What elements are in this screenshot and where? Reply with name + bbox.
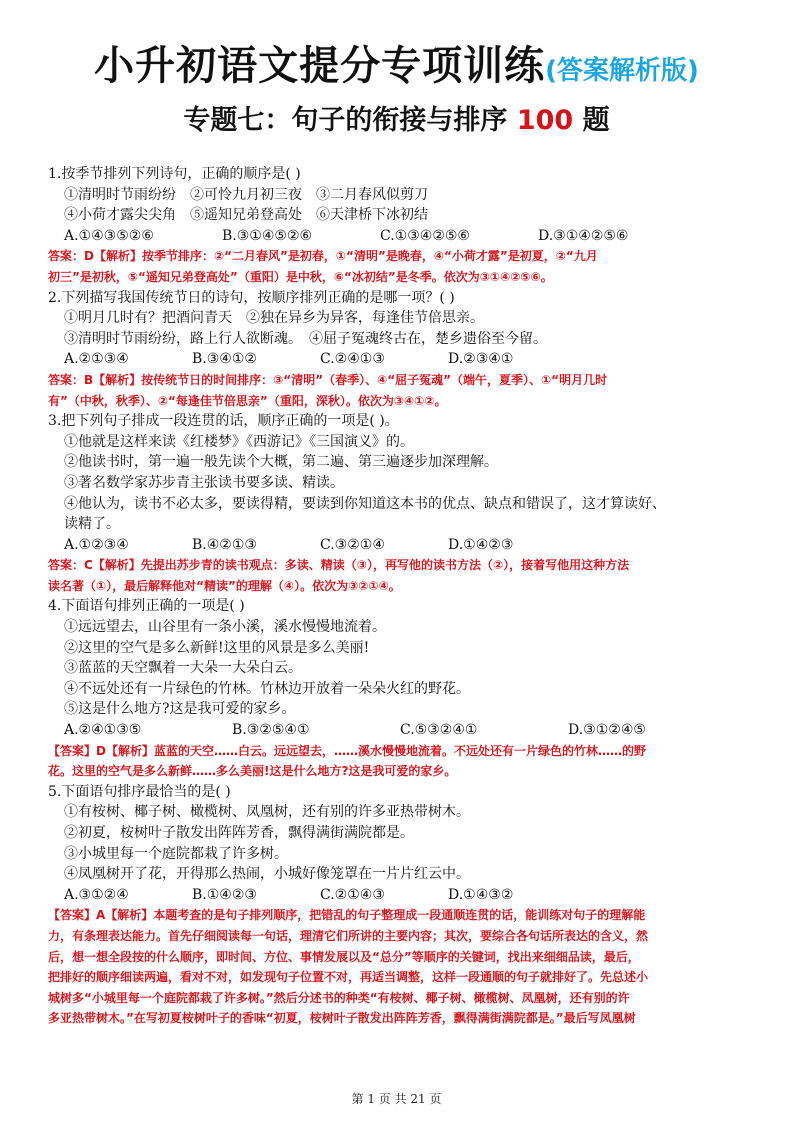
option-b: B.③①④⑤②⑥ [222,227,313,244]
question-item: ④凤凰树开了花，开得那么热闹，小城好像笼罩在一片片红云中。 [64,866,470,883]
question-item: ①远远望去，山谷里有一条小溪，溪水慢慢地流着。 [64,619,386,636]
answer-line: 多亚热带树木。”在写初夏桉树叶子的香味“初夏，桉树叶子散发出阵阵芳香，飘得满街满院都是。”最后写凤凰树 [48,1011,636,1026]
question-item: ①有桉树、椰子树、橄榄树、凤凰树，还有别的许多亚热带树木。 [64,804,470,821]
option-d: D.②③④① [448,351,514,368]
question-item: ①明月几时有？把酒问青天 ②独在异乡为异客，每逢佳节倍思亲。 [64,310,484,327]
option-c: C.②④①③ [320,351,385,368]
question-item: ③清明时节雨纷纷，路上行人欲断魂。 ④屈子冤魂终古在，楚乡遗俗至今留。 [64,330,547,347]
option-c: C.⑤③②④① [400,722,478,739]
subtitle-count: 100 [516,105,574,136]
answer-line: 花。这里的空气是多么新鲜……多么美丽!这是什么地方?这是我可爱的家乡。 [48,764,457,779]
question-item: ③小城里每一个庭院都栽了许多树。 [64,845,288,862]
question-item: 读精了。 [64,516,120,533]
option-row [48,535,748,556]
answer-line: 有”（中秋，秋季）、②“每逢佳节倍思亲”（重阳，深秋）。依次为③④①②。 [48,393,447,408]
option-d: D.①④③② [448,886,514,903]
question-block [48,288,748,412]
option-b: B.③②⑤④① [232,722,310,739]
question-stem: 4.下面语句排列正确的一项是( ) [48,598,245,615]
question-block [48,782,748,1029]
question-item: ②初夏，桉树叶子散发出阵阵芳香，飘得满街满院都是。 [64,825,414,841]
answer-explanation [48,246,748,287]
answer-line: 后，想一想全段按的什么顺序，即时间、方位、事情发展以及“总分”等顺序的关键词，找出来细细品读，最后， [48,949,640,964]
option-a: A.②①③④ [64,351,129,368]
answer-line: 答案：C【解析】先提出苏步青的读书观点：多读、精读（③），再写他的读书方法（②），接着写他用这种方法 [48,558,630,573]
question-stem: 5.下面语句排序最恰当的是( ) [48,783,231,800]
question-item: ②他读书时，第一遍一般先读个大概，第二遍、第三遍逐步加深理解。 [64,454,498,471]
option-a: A.①②③④ [64,536,129,553]
answer-explanation [48,370,748,411]
question-item: ③著名数学家苏步青主张读书要多读、精读。 [64,474,344,491]
title-text: 小升初语文提分专项训练 [94,43,546,89]
answer-line: 答案：D【解析】按季节排序：②“二月春风”是初春，①“清明”是晚春，④“小荷才露”是初夏，②“九月 [48,249,598,264]
option-b: B.④②①③ [192,536,257,553]
answer-line: 初三”是初秋，⑤“遥知兄弟登高处”（重阳）是中秋，⑥“冰初结”是冬季。依次为③①④②⑤⑥。 [48,269,553,284]
answer-explanation [48,905,748,1029]
option-b: B.①④②③ [192,886,257,903]
answer-line: 【答案】A【解析】本题考查的是句子排列顺序，把错乱的句子整理成一段通顺连贯的话，能训练对句子的理解能 [48,908,646,923]
option-c: C.③②①④ [320,536,385,553]
subtitle [0,101,793,141]
question-item: ③蓝蓝的天空飘着一大朵一大朵白云。 [64,660,302,677]
answer-line: 【答案】D【解析】蓝蓝的天空……白云。远远望去，……溪水慢慢地流着。不远处还有一片绿色的竹林……的野 [48,743,646,758]
page-header [0,40,793,141]
question-item: ④小荷才露尖尖角 ⑤遥知兄弟登高处 ⑥天津桥下冰初结 [64,207,428,224]
answer-explanation [48,741,748,782]
question-item: ④不远处还有一片绿色的竹林。竹林边开放着一朵朵火红的野花。 [64,680,470,697]
option-a: A.②④①③⑤ [64,722,142,739]
answer-line: 答案：B【解析】按传统节日的时间排序：③“清明”（春季）、④“屈子冤魂”（端午，夏季）、①“明月几时 [48,372,608,387]
question-stem: 1.按季节排列下列诗句，正确的顺序是( ) [48,166,301,182]
option-row [48,720,748,741]
answer-line: 城树多“小城里每一个庭院都栽了许多树。”然后分述书的种类“有桉树、椰子树、橄榄树、凤凰树，还有别的许 [48,990,630,1005]
question-item: ②这里的空气是多么新鲜!这里的风景是多么美丽! [64,639,370,656]
answer-line: 把排好的顺序细读两遍，看对不对，如发现句子位置不对，再适当调整，这样一段通顺的句子就排好了。先总述小 [48,970,649,985]
option-b: B.③④①② [192,351,257,368]
question-list [48,164,748,1029]
option-row [48,226,748,247]
question-block [48,411,748,596]
option-c: C.②①④③ [320,886,385,903]
question-item: ④他认为，读书不必太多，要读得精，要读到你知道这本书的优点、缺点和错误了，这才算读好、 [64,495,666,512]
option-d: D.③①②④⑤ [568,722,646,739]
option-d: D.③①④②⑤⑥ [538,227,629,244]
question-item: ①他就是这样来读《红楼梦》《西游记》《三国演义》的。 [64,433,414,450]
page-footer: 第 1 页 共 21 页 [351,1092,442,1106]
option-c: C.①③④②⑤⑥ [380,227,470,244]
option-a: A.③①②④ [64,886,129,903]
answer-explanation [48,555,748,596]
option-d: D.①④②③ [448,536,514,553]
main-title [0,40,793,97]
answer-line: 读名著（①），最后解释他对“精读”的理解（④）。依次为③②①④。 [48,578,401,593]
answer-line: 力，有条理表达能力。首先仔细阅读每一句话，理清它们所讲的主要内容；其次，要综合各句话所表达的含义，然 [48,928,649,943]
option-row [48,349,748,370]
question-item: ⑤这是什么地方?这是我可爱的家乡。 [64,701,296,718]
question-block [48,596,748,781]
question-block [48,164,748,288]
option-a: A.①④③⑤②⑥ [64,227,154,244]
question-item: ①清明时节雨纷纷 ②可怜九月初三夜 ③二月春风似剪刀 [64,186,428,203]
question-stem: 3.把下列句子排成一段连贯的话，顺序正确的一项是( )。 [48,413,399,430]
question-stem: 2.下列描写我国传统节日的诗句，按顺序排列正确的是哪一项？( ) [48,289,455,306]
subtitle-prefix: 专题七：句子的衔接与排序 [183,105,508,136]
subtitle-suffix: 题 [582,105,610,136]
option-row [48,885,748,906]
answer-edition-badge: (答案解析版) [545,56,699,86]
